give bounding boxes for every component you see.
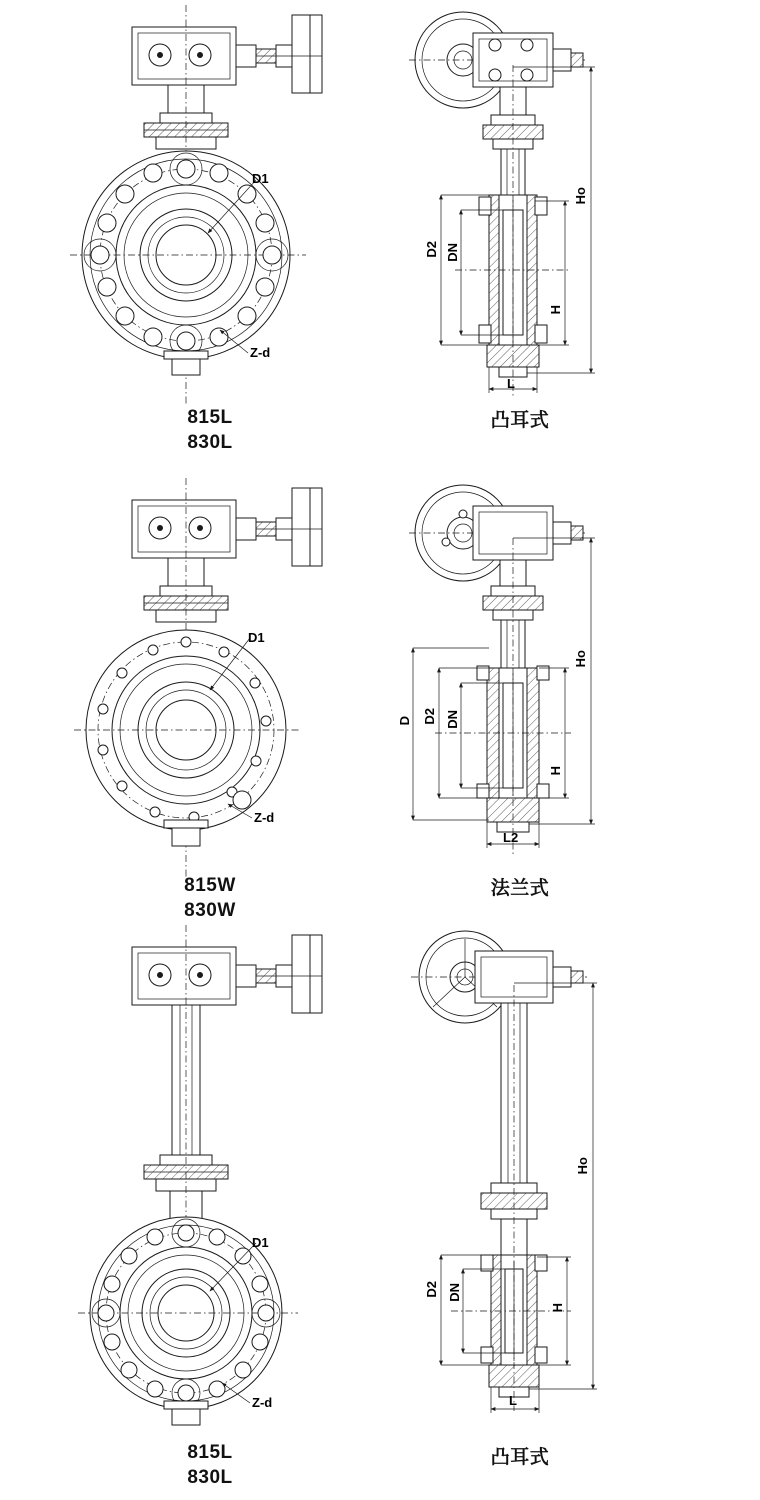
label-D2: D2 xyxy=(424,1281,439,1298)
row3-side-caption: 凸耳式 xyxy=(490,1447,550,1468)
label-Z-d: Z-d xyxy=(252,1395,273,1410)
label-D2: D2 xyxy=(424,241,439,258)
valve-body-section xyxy=(455,65,571,397)
row3-front-caption-line2: 830L xyxy=(187,1467,233,1488)
label-D1: D1 xyxy=(252,171,269,186)
row1-side-view xyxy=(395,5,725,405)
row3-front-view xyxy=(60,925,360,1425)
label-DN: DN xyxy=(445,243,460,262)
label-D1: D1 xyxy=(248,630,265,645)
row2-front-caption-line1: 815W xyxy=(184,875,236,896)
row2-front-view xyxy=(60,478,360,878)
gearbox-side xyxy=(473,506,583,560)
label-D2: D2 xyxy=(422,708,437,725)
row2-front-caption xyxy=(110,873,310,923)
label-Ho: Ho xyxy=(575,1157,590,1175)
row2-side-view xyxy=(395,478,725,878)
label-Z-d: Z-d xyxy=(250,345,271,360)
label-DN: DN xyxy=(447,1283,462,1302)
label-D1: D1 xyxy=(252,1235,269,1250)
label-L: L xyxy=(507,376,515,391)
row1-side-caption: 凸耳式 xyxy=(490,410,550,431)
label-DN: DN xyxy=(445,710,460,729)
row1-front-view xyxy=(60,5,360,405)
row3-side-view xyxy=(395,925,725,1425)
valve-body-front xyxy=(70,151,306,375)
row1-front-caption xyxy=(110,405,310,455)
row3-front-caption-line1: 815L xyxy=(187,1442,233,1463)
label-L2: L2 xyxy=(503,830,519,845)
gearbox-side xyxy=(475,951,583,1003)
label-Z-d: Z-d xyxy=(254,810,275,825)
label-L: L xyxy=(509,1393,517,1408)
gearbox-side xyxy=(473,33,583,87)
label-H: H xyxy=(548,766,563,776)
row3-front-caption xyxy=(110,1440,310,1490)
row1-front-caption-line1: 815L xyxy=(187,407,233,428)
valve-body-section xyxy=(435,538,571,856)
label-Ho: Ho xyxy=(573,650,588,668)
row2-side-caption: 法兰式 xyxy=(490,878,550,899)
row2-front-caption-line2: 830W xyxy=(184,900,236,921)
label-H: H xyxy=(550,1303,565,1313)
label-H: H xyxy=(548,305,563,315)
label-Ho: Ho xyxy=(573,187,588,205)
row1-front-caption-line2: 830L xyxy=(187,432,233,453)
label-D: D xyxy=(397,716,412,726)
